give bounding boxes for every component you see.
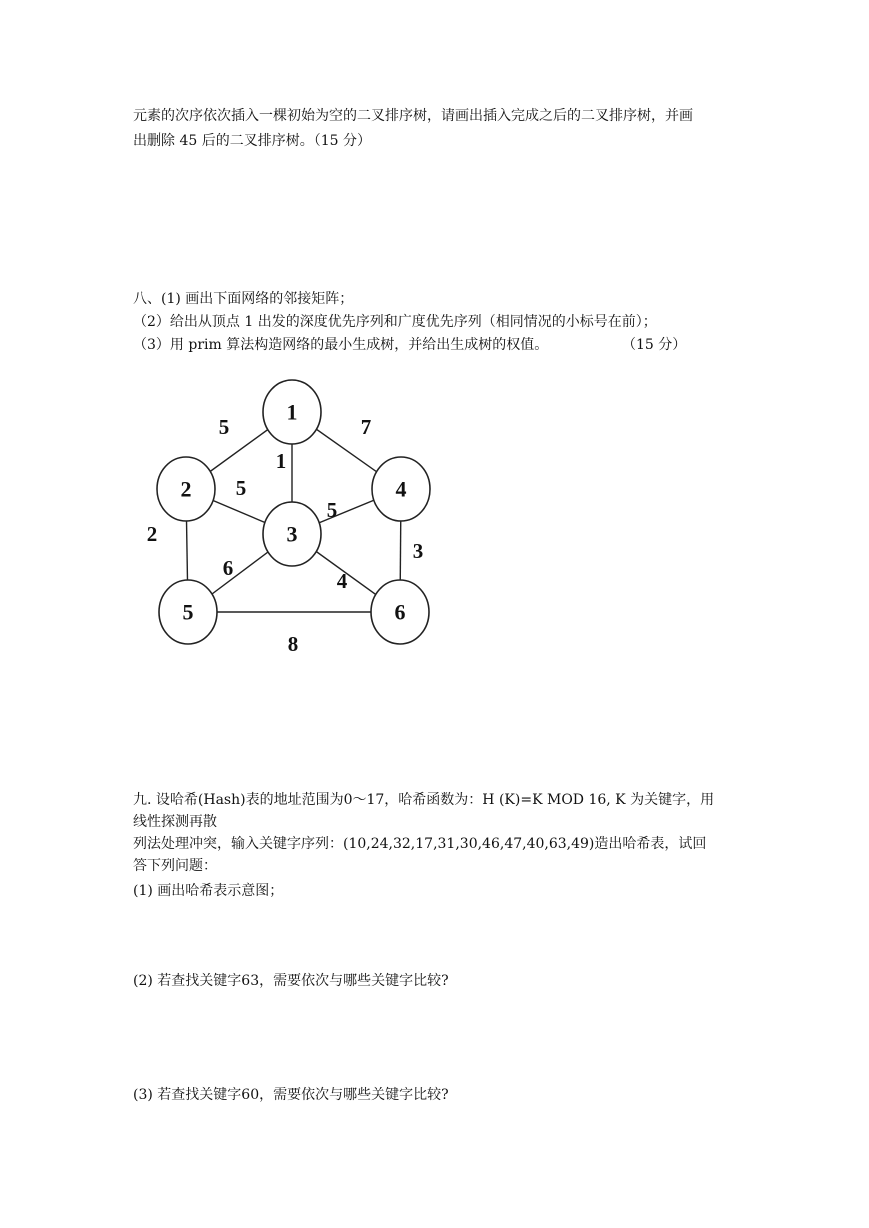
graph-node-label: 2 bbox=[180, 476, 192, 502]
edge-weight-3-6: 4 bbox=[336, 569, 348, 593]
q7-line-1: 元素的次序依次插入一棵初始为空的二叉排序树，请画出插入完成之后的二叉排序树，并画 bbox=[133, 108, 693, 124]
graph-node-5 bbox=[159, 580, 217, 644]
q9-line-3: 列法处理冲突，输入关键字序列：(10,24,32,17,31,30,46,47,40,63,49)造出哈希表，试回 bbox=[133, 836, 707, 852]
graph-node-label: 5 bbox=[182, 599, 194, 625]
graph-node-4 bbox=[372, 457, 430, 521]
q9-sub-question-2: (2) 若查找关键字63，需要依次与哪些关键字比较? bbox=[133, 973, 449, 989]
graph-nodes bbox=[157, 380, 430, 644]
network-graph bbox=[130, 370, 450, 670]
graph-node-1 bbox=[263, 380, 321, 444]
edge-weight-4-6: 3 bbox=[412, 539, 424, 563]
graph-node-6 bbox=[371, 580, 429, 644]
graph-node-2 bbox=[157, 457, 215, 521]
q9-sub-question-1: (1) 画出哈希表示意图； bbox=[133, 883, 284, 899]
edge-weight-5-6: 8 bbox=[287, 632, 299, 656]
q9-line-2: 线性探测再散 bbox=[133, 814, 217, 830]
edge-weight-3-4: 5 bbox=[326, 498, 338, 522]
edge-weight-1-4: 7 bbox=[360, 415, 372, 439]
edge-weight-2-3: 5 bbox=[235, 476, 247, 500]
q8-line-3: （3）用 prim 算法构造网络的最小生成树，并给出生成树的权值。 bbox=[133, 337, 549, 353]
edge-weight-2-5: 2 bbox=[146, 522, 158, 546]
q9-line-4: 答下列问题： bbox=[133, 858, 217, 874]
graph-node-label: 6 bbox=[394, 599, 406, 625]
q8-line-1: 八、(1) 画出下面网络的邻接矩阵； bbox=[133, 291, 354, 307]
graph-node-3 bbox=[263, 502, 321, 566]
q9-line-1: 九. 设哈希(Hash)表的地址范围为0～17，哈希函数为：H (K)=K MOD 16, K 为关键字，用 bbox=[133, 792, 715, 808]
q7-line-2: 出删除 45 后的二叉排序树。（15 分） bbox=[133, 133, 371, 149]
q8-line-2: （2）给出从顶点 1 出发的深度优先序列和广度优先序列（相同情况的小标号在前）； bbox=[133, 314, 657, 330]
q8-score: （15 分） bbox=[622, 337, 687, 353]
edge-weight-3-5: 6 bbox=[222, 556, 234, 580]
q9-sub-question-3: (3) 若查找关键字60，需要依次与哪些关键字比较? bbox=[133, 1087, 449, 1103]
graph-node-label: 4 bbox=[395, 476, 407, 502]
edge-weight-1-3: 1 bbox=[275, 449, 287, 473]
graph-node-label: 3 bbox=[286, 521, 298, 547]
edge-weight-1-2: 5 bbox=[218, 415, 230, 439]
graph-node-label: 1 bbox=[286, 399, 298, 425]
